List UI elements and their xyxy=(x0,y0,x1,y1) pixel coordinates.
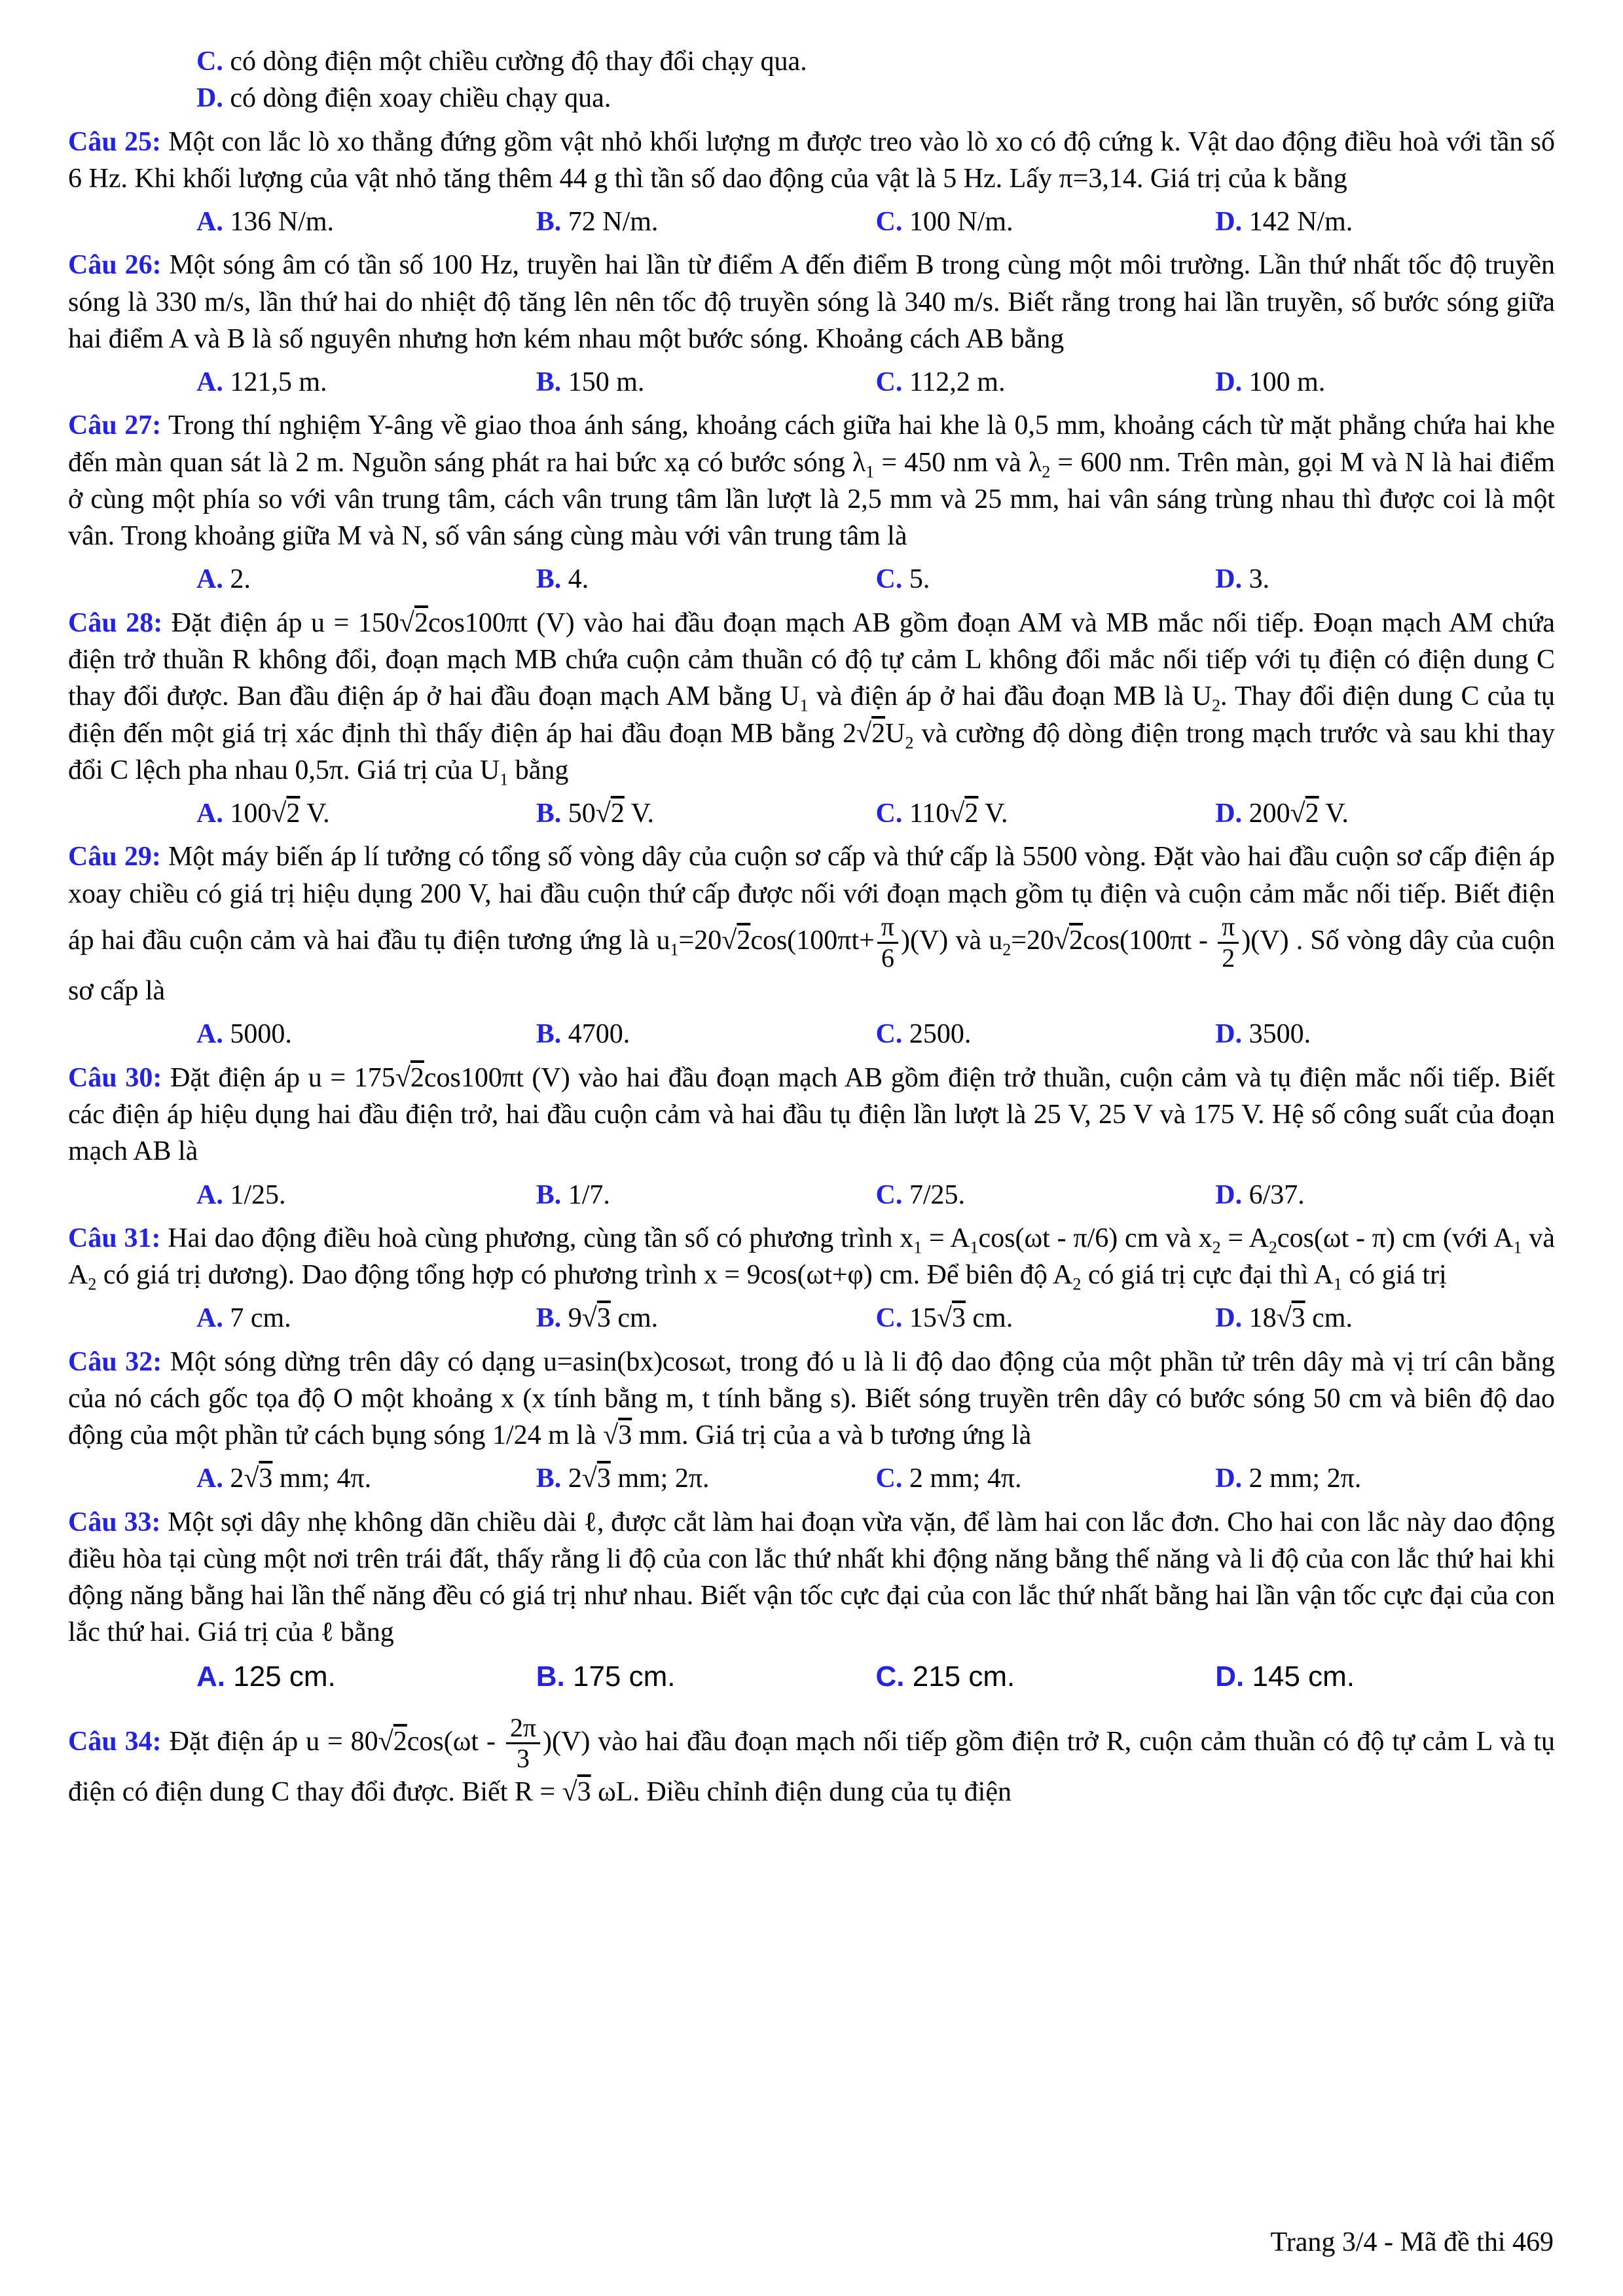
radical: √2 xyxy=(271,798,301,829)
fraction: $\frac{2\pi}{3}$ xyxy=(506,1713,540,1774)
option-c xyxy=(876,795,1216,832)
option-letter: D. xyxy=(1215,367,1243,398)
option-letter: C. xyxy=(875,1019,903,1050)
option-a xyxy=(196,795,536,832)
question-paragraph xyxy=(68,1220,1555,1294)
radical: √3 xyxy=(936,1303,966,1334)
question-28 xyxy=(68,605,1555,833)
question-text: Đặt điện áp u = 80√2cos(ωt - $\frac{2\pi}{3}$ )(V) vào hai đầu đoạn mạch nối tiếp gồm điện trở R, cuộn cảm thuần có độ tự cảm L và tụ điện có điện dung C thay đổi được. Biết R = √3 ωL. Điều chỉnh điện dung của tụ điện xyxy=(68,1712,1556,1808)
option-b xyxy=(536,561,876,598)
option-letter: B. xyxy=(536,1463,562,1494)
question-number: Câu 26: xyxy=(68,250,162,281)
option-text: 215 cm. xyxy=(912,1660,1015,1693)
question-paragraph xyxy=(68,605,1555,789)
question-text: Trong thí nghiệm Y-âng về giao thoa ánh sáng, khoảng cách giữa hai khe là 0,5 mm, khoảng cách từ mặt phẳng chứa hai khe đến màn quan sát là 2 m. Nguồn sáng phát ra hai bức xạ có bước sóng $\lambda_1 = 450$ nm và $\lambda_2 = 600$ nm. Trên màn, gọi M và N là hai điểm ở cùng một phía so với vân trung tâm, cách vân trung tâm lần lượt là 2,5 mm và 25 mm, hai vân sáng trùng nhau thì được coi là một vân. Trong khoảng giữa M và N, số vân sáng cùng màu với vân trung tâm là xyxy=(68,410,1555,552)
option-text: 145 cm. xyxy=(1252,1660,1355,1693)
question-29 xyxy=(68,838,1555,1052)
option-text: 4. xyxy=(568,564,589,595)
question-number: Câu 30: xyxy=(68,1062,162,1093)
question-text: Một sóng dừng trên dây có dạng u=asin(bx)cosωt, trong đó u là li độ dao động của một phần tử trên dây mà vị trí cân bằng của nó cách gốc tọa độ O một khoảng x (x tính bằng m, t tính bằng s). Biết sóng truyền trên dây có bước sóng 50 cm và biên độ dao động của một phần tử cách bụng sóng 1/24 m là √3 mm. Giá trị của a và b tương ứng là xyxy=(68,1346,1556,1451)
option-letter: D. xyxy=(1215,798,1243,829)
option-d xyxy=(1215,561,1555,598)
option-text: 6/37. xyxy=(1249,1179,1305,1210)
radical: √3 xyxy=(581,1303,611,1334)
option-letter: C. xyxy=(875,1660,905,1693)
option-d xyxy=(1215,1300,1555,1336)
option-text: 15√3 cm. xyxy=(909,1303,1013,1334)
option-text: 100 N/m. xyxy=(909,207,1013,238)
option-text: 9√3 cm. xyxy=(568,1303,659,1334)
option-text: 2 mm; 4π. xyxy=(909,1463,1022,1494)
option-text: 200√2 V. xyxy=(1249,798,1349,829)
option-letter: D. xyxy=(1215,1179,1243,1210)
radical: √2 xyxy=(1290,798,1319,829)
option-text: 100 m. xyxy=(1249,367,1326,398)
options-row xyxy=(68,1300,1555,1336)
options-row xyxy=(68,364,1555,401)
option-b xyxy=(536,364,876,401)
options-row xyxy=(68,1177,1555,1213)
option-text: 4700. xyxy=(568,1019,630,1050)
option-a xyxy=(196,204,536,240)
question-number: Câu 29: xyxy=(68,842,161,872)
option-text: 100√2 V. xyxy=(230,798,330,829)
option-text: 175 cm. xyxy=(572,1660,676,1693)
option-a xyxy=(196,364,536,401)
options-row xyxy=(68,1016,1555,1052)
option-c xyxy=(876,204,1216,240)
option-letter: D. xyxy=(1215,1303,1243,1334)
option-a xyxy=(196,1300,536,1336)
radical: √3 xyxy=(244,1463,273,1494)
option-letter: B. xyxy=(536,367,562,398)
option-text: 2√3 mm; 4π. xyxy=(230,1463,372,1494)
options-row xyxy=(68,561,1555,598)
question-text: Một sợi dây nhẹ không dãn chiều dài ℓ, được cắt làm hai đoạn vừa vặn, để làm hai con lắc đơn. Cho hai con lắc này dao động điều hòa tại cùng một nơi trên trái đất, thấy rằng li độ của con lắc thứ nhất khi động năng bằng thế năng và li độ của con lắc thứ hai khi động năng bằng hai lần thế năng đều có giá trị như nhau. Biết vận tốc cực đại của con lắc thứ nhất bằng hai lần vận tốc cực đại của con lắc thứ hai. Giá trị của ℓ bằng xyxy=(68,1507,1556,1648)
option-text: 110√2 V. xyxy=(909,798,1008,829)
question-number: Câu 32: xyxy=(68,1346,162,1377)
option-letter: D. xyxy=(1215,564,1243,595)
question-34 xyxy=(68,1713,1555,1811)
option-text: có dòng điện xoay chiều chạy qua. xyxy=(230,83,611,114)
option-text: 2√3 mm; 2π. xyxy=(568,1463,710,1494)
option-b xyxy=(536,1177,876,1213)
question-paragraph xyxy=(68,1060,1555,1170)
option-letter: A. xyxy=(196,1463,223,1494)
options-row xyxy=(68,204,1555,240)
option-d xyxy=(1215,364,1555,401)
option-b xyxy=(536,1016,876,1052)
carryover-option-c xyxy=(68,43,1555,80)
option-text: có dòng điện một chiều cường độ thay đổi chạy qua. xyxy=(230,46,807,77)
options-row xyxy=(68,1460,1555,1497)
option-text: 142 N/m. xyxy=(1249,207,1353,238)
option-text: 5. xyxy=(909,564,930,595)
question-paragraph xyxy=(68,247,1555,357)
question-number: Câu 28: xyxy=(68,607,163,638)
option-text: 150 m. xyxy=(568,367,645,398)
question-text: Một con lắc lò xo thẳng đứng gồm vật nhỏ khối lượng m được treo vào lò xo có độ cứng k. Vật dao động điều hoà với tần số 6 Hz. Khi khối lượng của vật nhỏ tăng thêm 44 g thì tần số dao động của vật là 5 Hz. Lấy π=3,14. Giá trị của k bằng xyxy=(68,126,1555,194)
option-text: 50√2 V. xyxy=(568,798,654,829)
question-paragraph xyxy=(68,1344,1555,1454)
radical: √2 xyxy=(399,607,428,638)
option-letter: B. xyxy=(536,1179,562,1210)
radical: √2 xyxy=(1053,925,1084,956)
option-letter: C. xyxy=(875,564,903,595)
option-letter: B. xyxy=(536,207,562,238)
option-letter: D. xyxy=(1215,207,1243,238)
option-letter: A. xyxy=(196,367,223,398)
option-letter: B. xyxy=(536,1660,565,1693)
option-d xyxy=(1215,204,1555,240)
option-c xyxy=(876,1300,1216,1336)
option-letter: C. xyxy=(875,367,903,398)
option-text: 2. xyxy=(230,564,251,595)
option-letter: A. xyxy=(196,1019,223,1050)
question-text: Đặt điện áp u = 150√2cos100πt (V) vào hai đầu đoạn mạch AB gồm đoạn AM và MB mắc nối tiếp. Đoạn mạch AM chứa điện trở thuần R không đổi, đoạn mạch MB chứa cuộn cảm thuần có độ tự cảm L không đổi mắc nối tiếp với tụ điện có điện dung C thay đổi được. Ban đầu điện áp ở hai đầu đoạn mạch AM bằng $U_1$ và điện áp ở hai đầu đoạn MB là $U_2$. Thay đổi điện dung C của tụ điện đến một giá trị xác định thì thấy điện áp hai đầu đoạn MB bằng $2√2U_2$ và cường độ dòng điện trong mạch trước và sau khi thay đổi C lệch pha nhau 0,5π. Giá trị của $U_1$ bằng xyxy=(68,607,1556,789)
option-d xyxy=(1215,1016,1555,1052)
question-25 xyxy=(68,124,1555,241)
option-c xyxy=(876,1658,1216,1696)
option-letter: D. xyxy=(1215,1463,1243,1494)
option-letter: A. xyxy=(196,1179,223,1210)
question-number: Câu 27: xyxy=(68,410,162,441)
option-letter: C. xyxy=(875,1463,903,1494)
option-letter: C. xyxy=(875,798,903,829)
radical: √2 xyxy=(856,718,886,749)
option-a xyxy=(196,1658,536,1696)
radical: √3 xyxy=(1276,1303,1305,1334)
option-b xyxy=(536,1658,876,1696)
question-text: Hai dao động điều hoà cùng phương, cùng tần số có phương trình $x_1 = A_1\cos(\omega t - \pi/6)$ cm và $x_2 = A_2\cos(\omega t - \pi)$ cm (với $A_1$ và $A_2$ có giá trị dương). Dao động tổng hợp có phương trình x = 9cos(ωt+φ) cm. Để biên độ $A_2$ có giá trị cực đại thì $A_1$ có giá trị xyxy=(68,1223,1555,1294)
option-text: 1/25. xyxy=(230,1179,286,1210)
option-a xyxy=(196,1460,536,1497)
option-text: 2 mm; 2π. xyxy=(1249,1463,1362,1494)
question-27 xyxy=(68,407,1555,598)
question-paragraph xyxy=(68,124,1555,198)
radical: √2 xyxy=(395,1062,424,1093)
option-c xyxy=(876,1016,1216,1052)
option-text: 3500. xyxy=(1249,1019,1311,1050)
option-text: 2500. xyxy=(909,1019,972,1050)
option-d xyxy=(1215,1658,1555,1696)
option-letter: B. xyxy=(536,1019,562,1050)
question-number: Câu 33: xyxy=(68,1507,161,1537)
option-c xyxy=(876,1460,1216,1497)
radical: √2 xyxy=(378,1726,407,1757)
options-row xyxy=(68,795,1555,832)
option-text: 136 N/m. xyxy=(230,207,335,238)
option-text: 72 N/m. xyxy=(568,207,659,238)
option-letter: B. xyxy=(536,564,562,595)
radical: √2 xyxy=(595,798,625,829)
radical: √2 xyxy=(949,798,979,829)
fraction: $\frac{\pi}{6}$ xyxy=(877,912,898,973)
option-c xyxy=(876,364,1216,401)
option-letter: A. xyxy=(196,1303,223,1334)
question-number: Câu 31: xyxy=(68,1223,161,1253)
option-a xyxy=(196,561,536,598)
option-letter: C. xyxy=(875,1303,903,1334)
radical: √3 xyxy=(581,1463,611,1494)
option-letter: A. xyxy=(196,564,223,595)
option-d xyxy=(1215,795,1555,832)
question-30 xyxy=(68,1060,1555,1213)
option-b xyxy=(536,1300,876,1336)
option-b xyxy=(536,204,876,240)
question-text: Đặt điện áp u = 175√2cos100πt (V) vào hai đầu đoạn mạch AB gồm điện trở thuần, cuộn cảm và tụ điện mắc nối tiếp. Biết các điện áp hiệu dụng hai đầu điện trở, hai đầu cuộn cảm và hai đầu tụ điện lần lượt là 25 V, 25 V và 175 V. Hệ số công suất của đoạn mạch AB là xyxy=(68,1062,1556,1167)
option-a xyxy=(196,1016,536,1052)
option-text: 7/25. xyxy=(909,1179,966,1210)
option-letter: C. xyxy=(875,1179,903,1210)
question-number: Câu 34: xyxy=(68,1726,162,1757)
question-paragraph xyxy=(68,1713,1555,1811)
radical: √2 xyxy=(721,925,751,956)
option-c xyxy=(876,561,1216,598)
question-paragraph xyxy=(68,1504,1555,1651)
question-text: Một máy biến áp lí tưởng có tổng số vòng dây của cuộn sơ cấp và thứ cấp là 5500 vòng. Đặt vào hai đầu cuộn sơ cấp điện áp xoay chiều có giá trị hiệu dụng 200 V, hai đầu cuộn thứ cấp được nối với đoạn mạch gồm tụ điện và cuộn cảm mắc nối tiếp. Biết điện áp hai đầu cuộn cảm và hai đầu tụ điện tương ứng là $u_1=20√2\cos(100\pi t+$ $\frac{\pi}{6}$ )(V) và $u_2=20√2\cos(100\pi t$ - $\frac{\pi}{2}$ )(V) . Số vòng dây của cuộn sơ cấp là xyxy=(68,842,1555,1007)
options-row xyxy=(68,1658,1555,1696)
option-text: 125 cm. xyxy=(233,1660,336,1693)
question-paragraph xyxy=(68,407,1555,554)
option-text: 5000. xyxy=(230,1019,292,1050)
option-text: 121,5 m. xyxy=(230,367,327,398)
option-d xyxy=(1215,1460,1555,1497)
option-text: 7 cm. xyxy=(230,1303,291,1334)
option-a xyxy=(196,1177,536,1213)
option-letter: C. xyxy=(196,46,223,77)
option-letter: A. xyxy=(196,798,223,829)
option-letter: B. xyxy=(536,798,562,829)
radical: √3 xyxy=(603,1420,632,1451)
option-letter: A. xyxy=(196,207,223,238)
option-text: 1/7. xyxy=(568,1179,610,1210)
question-32 xyxy=(68,1344,1555,1498)
question-text: Một sóng âm có tần số 100 Hz, truyền hai lần từ điểm A đến điểm B trong cùng một môi trường. Lần thứ nhất tốc độ truyền sóng là 330 m/s, lần thứ hai do nhiệt độ tăng lên nên tốc độ truyền sóng là 340 m/s. Biết rằng trong hai lần truyền, số bước sóng giữa hai điểm A và B là số nguyên nhưng hơn kém nhau một bước sóng. Khoảng cách AB bằng xyxy=(68,250,1555,354)
carryover-option-d xyxy=(68,80,1555,117)
page-footer: Trang 3/4 - Mã đề thi 469 xyxy=(1270,2227,1554,2257)
question-33 xyxy=(68,1504,1555,1696)
option-b xyxy=(536,1460,876,1497)
option-letter: D. xyxy=(1215,1660,1245,1693)
question-paragraph xyxy=(68,838,1555,1009)
option-letter: C. xyxy=(875,207,903,238)
option-b xyxy=(536,795,876,832)
option-text: 112,2 m. xyxy=(909,367,1006,398)
question-31 xyxy=(68,1220,1555,1337)
question-number: Câu 25: xyxy=(68,126,161,157)
option-text: 18√3 cm. xyxy=(1249,1303,1353,1334)
option-text: 3. xyxy=(1249,564,1270,595)
radical: √3 xyxy=(562,1777,591,1808)
option-c xyxy=(876,1177,1216,1213)
option-letter: D. xyxy=(1215,1019,1243,1050)
option-letter: D. xyxy=(196,83,223,114)
question-26 xyxy=(68,247,1555,401)
option-d xyxy=(1215,1177,1555,1213)
option-letter: B. xyxy=(536,1303,562,1334)
fraction: $\frac{\pi}{2}$ xyxy=(1218,912,1239,973)
option-letter: A. xyxy=(196,1660,225,1693)
